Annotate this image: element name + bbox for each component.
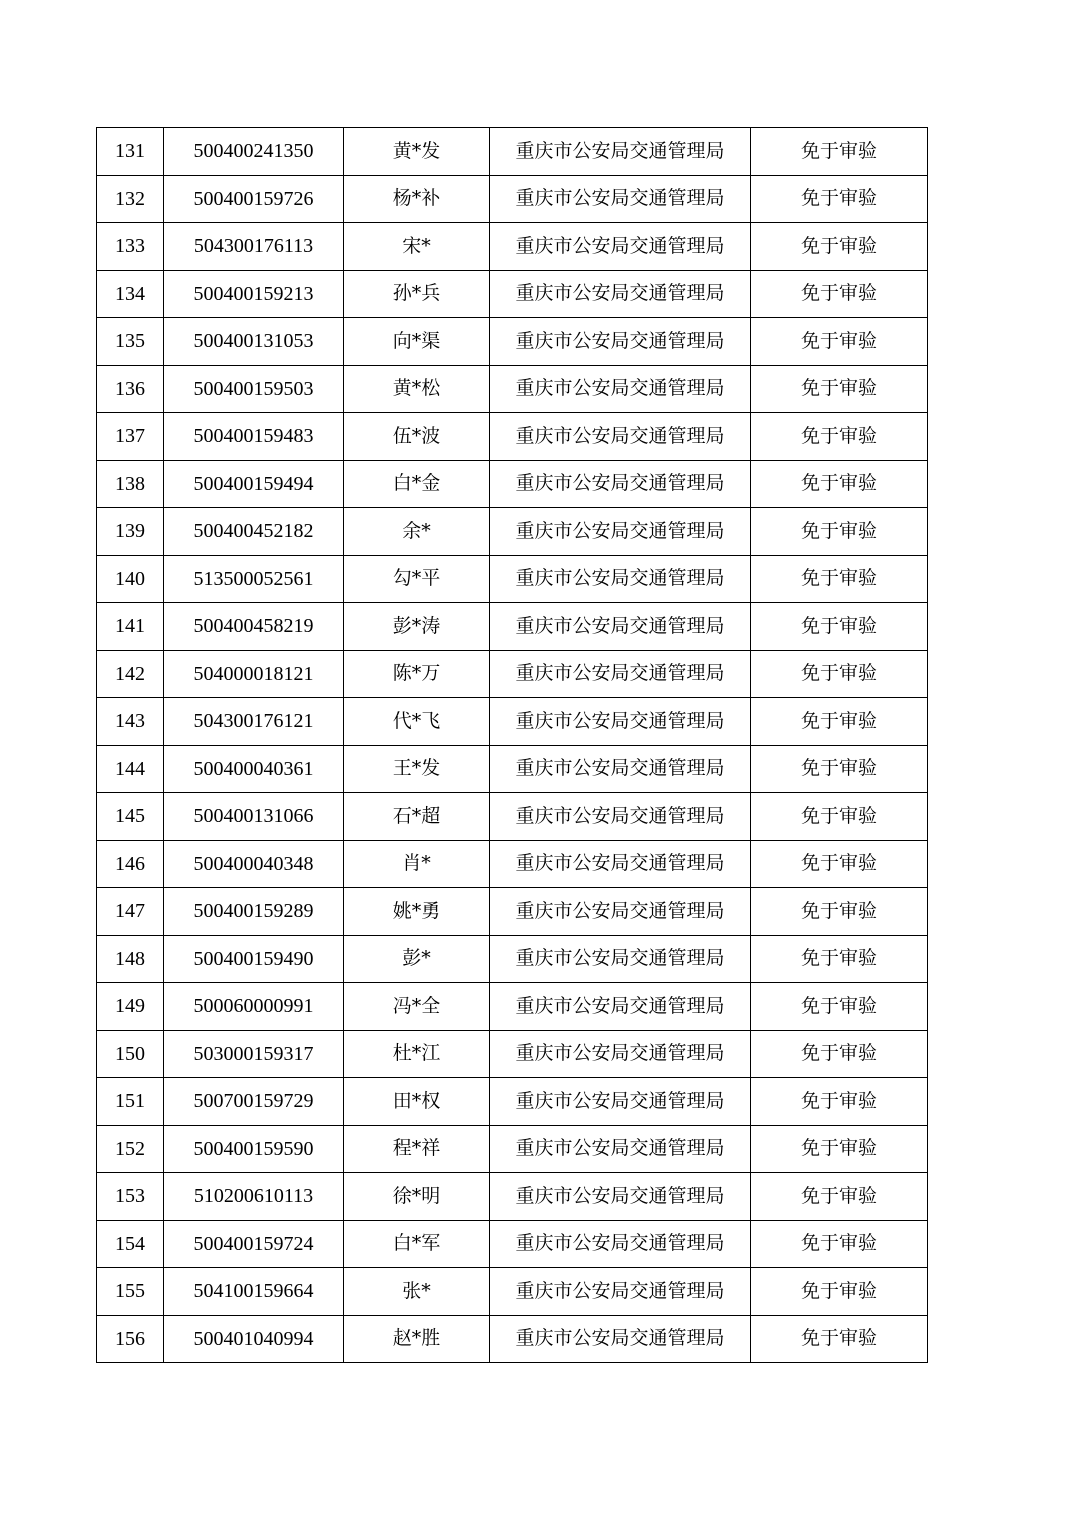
table-row: [97, 555, 928, 603]
person-name-cell: 黄*发: [344, 128, 490, 176]
row-number-cell: 148: [97, 935, 164, 983]
person-name-cell: 白*军: [344, 1220, 490, 1268]
record-id-cell: 500400040348: [164, 840, 344, 888]
department-cell: 重庆市公安局交通管理局: [490, 603, 751, 651]
person-name-cell: 石*超: [344, 793, 490, 841]
table-row: [97, 508, 928, 556]
table-row: [97, 1078, 928, 1126]
review-status-cell: 免于审验: [751, 1220, 928, 1268]
row-number-cell: 133: [97, 223, 164, 271]
department-cell: 重庆市公安局交通管理局: [490, 935, 751, 983]
department-cell: 重庆市公安局交通管理局: [490, 270, 751, 318]
department-cell: 重庆市公安局交通管理局: [490, 365, 751, 413]
row-number-cell: 151: [97, 1078, 164, 1126]
record-id-cell: 500400458219: [164, 603, 344, 651]
person-name-cell: 徐*明: [344, 1173, 490, 1221]
department-cell: 重庆市公安局交通管理局: [490, 840, 751, 888]
table-row: [97, 413, 928, 461]
department-cell: 重庆市公安局交通管理局: [490, 1220, 751, 1268]
record-id-cell: 500400159726: [164, 175, 344, 223]
table-row: [97, 1173, 928, 1221]
person-name-cell: 姚*勇: [344, 888, 490, 936]
review-status-cell: 免于审验: [751, 508, 928, 556]
person-name-cell: 勾*平: [344, 555, 490, 603]
person-name-cell: 伍*波: [344, 413, 490, 461]
review-status-cell: 免于审验: [751, 318, 928, 366]
department-cell: 重庆市公安局交通管理局: [490, 1125, 751, 1173]
record-id-cell: 500400159590: [164, 1125, 344, 1173]
row-number-cell: 137: [97, 413, 164, 461]
review-status-cell: 免于审验: [751, 603, 928, 651]
person-name-cell: 陈*万: [344, 650, 490, 698]
table-row: [97, 793, 928, 841]
review-status-cell: 免于审验: [751, 650, 928, 698]
record-id-cell: 503000159317: [164, 1030, 344, 1078]
table-row: [97, 1315, 928, 1363]
record-id-cell: 504300176113: [164, 223, 344, 271]
table-row: [97, 460, 928, 508]
review-status-cell: 免于审验: [751, 270, 928, 318]
person-name-cell: 彭*: [344, 935, 490, 983]
department-cell: 重庆市公安局交通管理局: [490, 1078, 751, 1126]
table-row: [97, 1125, 928, 1173]
table-row: [97, 318, 928, 366]
row-number-cell: 144: [97, 745, 164, 793]
person-name-cell: 彭*涛: [344, 603, 490, 651]
row-number-cell: 146: [97, 840, 164, 888]
review-status-cell: 免于审验: [751, 1315, 928, 1363]
department-cell: 重庆市公安局交通管理局: [490, 508, 751, 556]
record-id-cell: 500400159503: [164, 365, 344, 413]
record-id-cell: 500401040994: [164, 1315, 344, 1363]
person-name-cell: 程*祥: [344, 1125, 490, 1173]
department-cell: 重庆市公安局交通管理局: [490, 1315, 751, 1363]
review-status-cell: 免于审验: [751, 1078, 928, 1126]
department-cell: 重庆市公安局交通管理局: [490, 460, 751, 508]
row-number-cell: 150: [97, 1030, 164, 1078]
department-cell: 重庆市公安局交通管理局: [490, 1173, 751, 1221]
row-number-cell: 147: [97, 888, 164, 936]
row-number-cell: 136: [97, 365, 164, 413]
review-status-cell: 免于审验: [751, 745, 928, 793]
review-status-cell: 免于审验: [751, 1173, 928, 1221]
row-number-cell: 152: [97, 1125, 164, 1173]
review-status-cell: 免于审验: [751, 840, 928, 888]
review-status-cell: 免于审验: [751, 983, 928, 1031]
record-id-cell: 513500052561: [164, 555, 344, 603]
table-row: [97, 840, 928, 888]
person-name-cell: 张*: [344, 1268, 490, 1316]
table-row: [97, 935, 928, 983]
table-row: [97, 745, 928, 793]
table-row: [97, 603, 928, 651]
review-status-cell: 免于审验: [751, 1125, 928, 1173]
table-row: [97, 1030, 928, 1078]
record-id-cell: 500400159289: [164, 888, 344, 936]
department-cell: 重庆市公安局交通管理局: [490, 888, 751, 936]
table-row: [97, 698, 928, 746]
person-name-cell: 赵*胜: [344, 1315, 490, 1363]
review-status-cell: 免于审验: [751, 128, 928, 176]
record-id-cell: 500700159729: [164, 1078, 344, 1126]
table-row: [97, 1220, 928, 1268]
review-status-cell: 免于审验: [751, 1268, 928, 1316]
department-cell: 重庆市公安局交通管理局: [490, 698, 751, 746]
row-number-cell: 138: [97, 460, 164, 508]
record-id-cell: 500400452182: [164, 508, 344, 556]
row-number-cell: 156: [97, 1315, 164, 1363]
table-row: [97, 270, 928, 318]
record-id-cell: 500400159483: [164, 413, 344, 461]
row-number-cell: 135: [97, 318, 164, 366]
row-number-cell: 141: [97, 603, 164, 651]
review-status-cell: 免于审验: [751, 793, 928, 841]
department-cell: 重庆市公安局交通管理局: [490, 413, 751, 461]
table-row: [97, 888, 928, 936]
record-id-cell: 510200610113: [164, 1173, 344, 1221]
department-cell: 重庆市公安局交通管理局: [490, 745, 751, 793]
review-status-cell: 免于审验: [751, 175, 928, 223]
record-id-cell: 500400159213: [164, 270, 344, 318]
department-cell: 重庆市公安局交通管理局: [490, 1030, 751, 1078]
person-name-cell: 王*发: [344, 745, 490, 793]
person-name-cell: 宋*: [344, 223, 490, 271]
table-row: [97, 1268, 928, 1316]
department-cell: 重庆市公安局交通管理局: [490, 983, 751, 1031]
department-cell: 重庆市公安局交通管理局: [490, 650, 751, 698]
person-name-cell: 白*金: [344, 460, 490, 508]
review-status-cell: 免于审验: [751, 935, 928, 983]
row-number-cell: 153: [97, 1173, 164, 1221]
table-row: [97, 223, 928, 271]
table-row: [97, 175, 928, 223]
review-status-cell: 免于审验: [751, 555, 928, 603]
row-number-cell: 140: [97, 555, 164, 603]
row-number-cell: 149: [97, 983, 164, 1031]
record-id-cell: 504300176121: [164, 698, 344, 746]
person-name-cell: 余*: [344, 508, 490, 556]
person-name-cell: 黄*松: [344, 365, 490, 413]
record-id-cell: 500400131066: [164, 793, 344, 841]
records-table: [96, 127, 928, 1363]
review-status-cell: 免于审验: [751, 888, 928, 936]
department-cell: 重庆市公安局交通管理局: [490, 128, 751, 176]
record-id-cell: 500060000991: [164, 983, 344, 1031]
row-number-cell: 154: [97, 1220, 164, 1268]
review-status-cell: 免于审验: [751, 413, 928, 461]
record-id-cell: 500400241350: [164, 128, 344, 176]
row-number-cell: 134: [97, 270, 164, 318]
person-name-cell: 杨*补: [344, 175, 490, 223]
review-status-cell: 免于审验: [751, 698, 928, 746]
table-row: [97, 365, 928, 413]
review-status-cell: 免于审验: [751, 365, 928, 413]
review-status-cell: 免于审验: [751, 223, 928, 271]
person-name-cell: 冯*全: [344, 983, 490, 1031]
table-row: [97, 983, 928, 1031]
table-row: [97, 128, 928, 176]
row-number-cell: 139: [97, 508, 164, 556]
row-number-cell: 145: [97, 793, 164, 841]
person-name-cell: 田*权: [344, 1078, 490, 1126]
record-id-cell: 500400040361: [164, 745, 344, 793]
department-cell: 重庆市公安局交通管理局: [490, 1268, 751, 1316]
row-number-cell: 131: [97, 128, 164, 176]
record-id-cell: 500400159490: [164, 935, 344, 983]
record-id-cell: 500400159724: [164, 1220, 344, 1268]
table-row: [97, 650, 928, 698]
records-table-body: [97, 128, 928, 1363]
department-cell: 重庆市公安局交通管理局: [490, 223, 751, 271]
department-cell: 重庆市公安局交通管理局: [490, 555, 751, 603]
department-cell: 重庆市公安局交通管理局: [490, 318, 751, 366]
department-cell: 重庆市公安局交通管理局: [490, 175, 751, 223]
row-number-cell: 155: [97, 1268, 164, 1316]
record-id-cell: 500400159494: [164, 460, 344, 508]
review-status-cell: 免于审验: [751, 1030, 928, 1078]
person-name-cell: 肖*: [344, 840, 490, 888]
department-cell: 重庆市公安局交通管理局: [490, 793, 751, 841]
person-name-cell: 孙*兵: [344, 270, 490, 318]
row-number-cell: 132: [97, 175, 164, 223]
row-number-cell: 143: [97, 698, 164, 746]
record-id-cell: 504000018121: [164, 650, 344, 698]
record-id-cell: 504100159664: [164, 1268, 344, 1316]
review-status-cell: 免于审验: [751, 460, 928, 508]
record-id-cell: 500400131053: [164, 318, 344, 366]
person-name-cell: 杜*江: [344, 1030, 490, 1078]
person-name-cell: 代*飞: [344, 698, 490, 746]
row-number-cell: 142: [97, 650, 164, 698]
person-name-cell: 向*渠: [344, 318, 490, 366]
